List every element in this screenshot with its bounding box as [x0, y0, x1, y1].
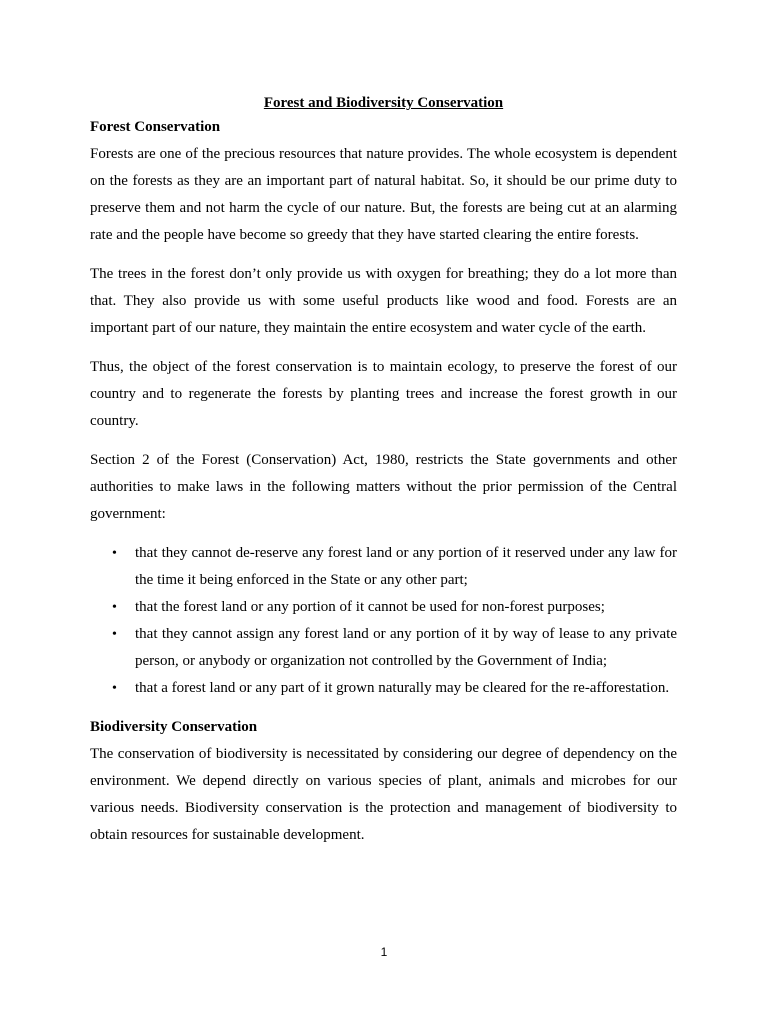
bullet-icon: • — [112, 681, 117, 696]
biodiversity-conservation-heading: Biodiversity Conservation — [90, 719, 258, 735]
list-item-text: that a forest land or any part of it grown naturally may be cleared for the re-afforestation. — [135, 680, 670, 696]
forest-paragraph-3: Thus, the object of the forest conservation is to maintain ecology, to preserve the forest of our country and to regenerate the forests by planting trees and increase the forest growth in our country. — [90, 359, 677, 429]
list-item-text: that the forest land or any portion of it cannot be used for non-forest purposes; — [135, 599, 605, 615]
forest-conservation-heading: Forest Conservation — [90, 119, 221, 135]
list-item-text: that they cannot de-reserve any forest land or any portion of it reserved under any law for the time it being enforced in the State or any other part; — [135, 545, 677, 588]
list-item — [90, 621, 677, 675]
list-item — [90, 540, 677, 594]
forest-paragraph-2: The trees in the forest don’t only provide us with oxygen for breathing; they do a lot more than that. They also provide us with some useful products like wood and food. Forests are an important part of our nature, they maintain the entire ecosystem and water cycle of the earth. — [90, 266, 677, 336]
bullet-icon: • — [112, 546, 117, 561]
list-item — [90, 594, 677, 621]
document-title: Forest and Biodiversity Conservation — [263, 95, 504, 111]
forest-paragraph-1: Forests are one of the precious resources that nature provides. The whole ecosystem is dependent on the forests as they are an important part of natural habitat. So, it should be our prime duty to preserve them and not harm the cycle of our nature. But, the forests are being cut at an alarming rate and the people have become so greedy that they have started clearing the entire forests. — [90, 146, 677, 243]
forest-paragraph-4: Section 2 of the Forest (Conservation) Act, 1980, restricts the State governments and other authorities to make laws in the following matters without the prior permission of the Central government: — [90, 452, 677, 522]
biodiversity-paragraph-1: The conservation of biodiversity is necessitated by considering our degree of dependency on the environment. We depend directly on various species of plant, animals and microbes for our various needs. Biodiversity conservation is the protection and management of biodiversity to obtain resources for sustainable development. — [90, 746, 677, 843]
page-number: 1 — [380, 945, 388, 959]
document-page — [90, 92, 677, 861]
bullet-icon: • — [112, 627, 117, 642]
bullet-icon: • — [112, 600, 117, 615]
forest-act-restrictions-list — [90, 540, 677, 702]
list-item-text: that they cannot assign any forest land or any portion of it by way of lease to any private person, or anybody or organization not controlled by the Government of India; — [135, 626, 677, 669]
list-item — [90, 675, 677, 702]
